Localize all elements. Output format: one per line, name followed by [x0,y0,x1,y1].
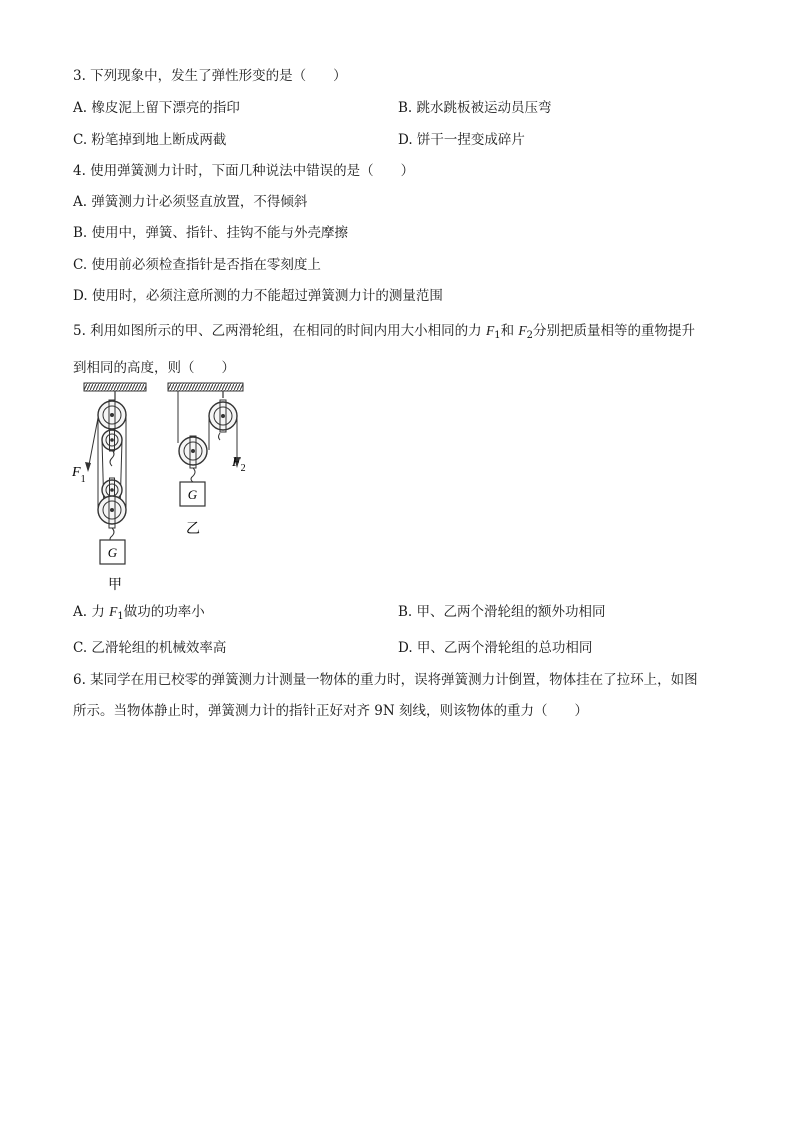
q5-stem-line2: 到相同的高度，则（ ） [73,360,235,376]
q5-option-c: C. 乙滑轮组的机械效率高 [73,640,227,656]
q4-option-d: D. 使用时，必须注意所测的力不能超过弹簧测力计的测量范围 [73,288,443,304]
q3-option-d: D. 饼干一捏变成碎片 [398,132,525,148]
q5-option-a: A. 力 $F_1$做功的功率小 [73,604,205,622]
pulley-system-yi [168,383,246,537]
fixed-pulley-yi [209,400,237,432]
weight-label-jia: G [107,545,118,560]
q5-option-d: D. 甲、乙两个滑轮组的总功相同 [398,640,593,656]
force-label-f1: $F_1$ [72,465,86,485]
pulley-system-jia [71,383,146,593]
q5-option-b: B. 甲、乙两个滑轮组的额外功相同 [398,604,606,620]
q3-option-a: A. 橡皮泥上留下漂亮的指印 [73,100,240,116]
force-label-f2: $F_2$ [232,455,246,474]
pulley-figure [60,378,260,598]
weight-label-yi: G [187,487,198,502]
fixed-pulley-jia-lower [102,429,122,451]
q6-stem: 6. 某同学在用已校零的弹簧测力计测量一物体的重力时，误将弹簧测力计倒置，物体挂在了拉环上，如图 [73,672,698,688]
q4-stem: 4. 使用弹簧测力计时，下面几种说法中错误的是（ ） [73,163,415,179]
q6-stem-line2: 所示。当物体静止时，弹簧测力计的指针正好对齐 9N 刻线，则该物体的重力（ ） [73,703,588,719]
fixed-pulley-jia-upper [98,400,126,432]
q3-stem: 3. 下列现象中，发生了弹性形变的是（ ） [73,68,347,84]
caption-yi: 乙 [186,522,200,537]
moving-pulley-yi [179,436,207,468]
ceiling-yi [168,383,243,391]
q3-option-b: B. 跳水跳板被运动员压弯 [398,100,552,116]
q3-option-c: C. 粉笔掉到地上断成两截 [73,132,227,148]
q4-option-b: B. 使用中，弹簧、指针、挂钩不能与外壳摩擦 [73,225,349,241]
q5-stem: 5. 利用如图所示的甲、乙两滑轮组，在相同的时间内用大小相同的力 $F_1$和 $F_2$分别把质量相等的重物提升 [73,323,696,341]
caption-jia: 甲 [108,578,122,593]
q4-option-c: C. 使用前必须检查指针是否指在零刻度上 [73,257,321,273]
ceiling-jia [84,383,146,391]
moving-pulley-jia-lower [98,496,126,528]
q4-option-a: A. 弹簧测力计必须竖直放置，不得倾斜 [73,194,308,210]
